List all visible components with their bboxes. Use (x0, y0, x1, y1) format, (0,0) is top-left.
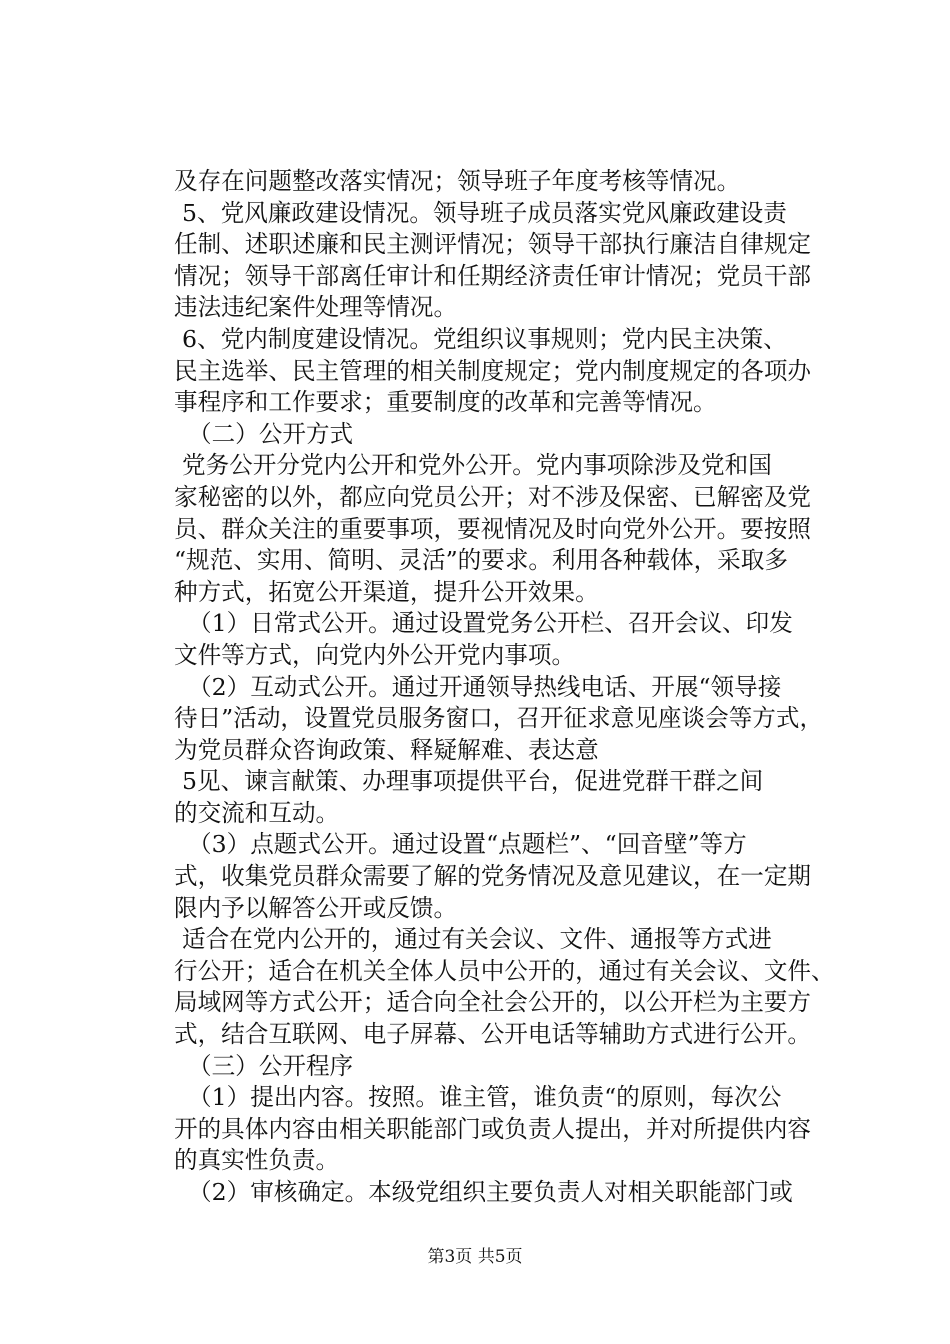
text-line: （3）点题式公开。通过设置“点题栏”、“回音壁”等方 (188, 830, 747, 859)
text-line: 开的具体内容由相关职能部门或负责人提出，并对所提供内容 (174, 1114, 812, 1143)
text-line: （2）审核确定。本级党组织主要负责人对相关职能部门或 (188, 1178, 793, 1206)
text-line: 行公开；适合在机关全体人员中公开的，通过有关会议、文件、 (174, 956, 835, 985)
section-heading: （二）公开方式 (188, 419, 354, 448)
text-line: 情况；领导干部离任审计和任期经济责任审计情况；党员干部 (174, 261, 812, 290)
text-line: 为党员群众咨询政策、释疑解难、表达意 (174, 735, 599, 764)
text-line: 局域网等方式公开；适合向全社会公开的，以公开栏为主要方 (174, 988, 812, 1017)
text-line: 党务公开分党内公开和党外公开。党内事项除涉及党和国 (182, 451, 772, 480)
text-line: “规范、实用、简明、灵活”的要求。利用各种载体，采取多 (174, 546, 788, 575)
text-line: 待日”活动，设置党员服务窗口，召开征求意见座谈会等方式， (174, 704, 824, 733)
text-line: 的交流和互动。 (174, 798, 340, 827)
text-line: 限内予以解答公开或反馈。 (174, 893, 458, 922)
text-line: 员、群众关注的重要事项，要视情况及时向党外公开。要按照 (174, 514, 812, 543)
text-line: 家秘密的以外，都应向党员公开；对不涉及保密、已解密及党 (174, 482, 812, 511)
text-line: 文件等方式，向党内外公开党内事项。 (174, 640, 576, 669)
text-line: 式，收集党员群众需要了解的党务情况及意见建议，在一定期 (174, 862, 812, 891)
text-line: 5见、谏言献策、办理事项提供平台，促进党群干群之间 (182, 767, 764, 796)
text-line: 事程序和工作要求；重要制度的改革和完善等情况。 (174, 388, 717, 417)
text-line: 5、党风廉政建设情况。领导班子成员落实党风廉政建设责 (182, 198, 787, 227)
text-line: 适合在党内公开的，通过有关会议、文件、通报等方式进 (182, 925, 772, 954)
text-line: 的真实性负责。 (174, 1146, 340, 1175)
document-body (174, 166, 834, 1209)
text-line: 民主选举、民主管理的相关制度规定；党内制度规定的各项办 (174, 356, 812, 385)
text-line: 式，结合互联网、电子屏幕、公开电话等辅助方式进行公开。 (174, 1020, 812, 1049)
text-line: 6、党内制度建设情况。党组织议事规则；党内民主决策、 (182, 324, 787, 353)
text-line: 违法违纪案件处理等情况。 (174, 293, 458, 322)
text-line: （1）提出内容。按照。谁主管，谁负责“的原则，每次公 (188, 1083, 782, 1112)
text-line: 种方式，拓宽公开渠道，提升公开效果。 (174, 577, 599, 606)
text-line: 任制、述职述廉和民主测评情况；领导干部执行廉洁自律规定 (174, 230, 812, 259)
section-heading: （三）公开程序 (188, 1051, 354, 1080)
text-line: （1）日常式公开。通过设置党务公开栏、召开会议、印发 (188, 609, 793, 638)
text-line: （2）互动式公开。通过开通领导热线电话、开展“领导接 (188, 672, 782, 701)
text-line: 及存在问题整改落实情况；领导班子年度考核等情况。 (174, 167, 741, 195)
page-number-footer: 第3页 共5页 (427, 1247, 523, 1267)
